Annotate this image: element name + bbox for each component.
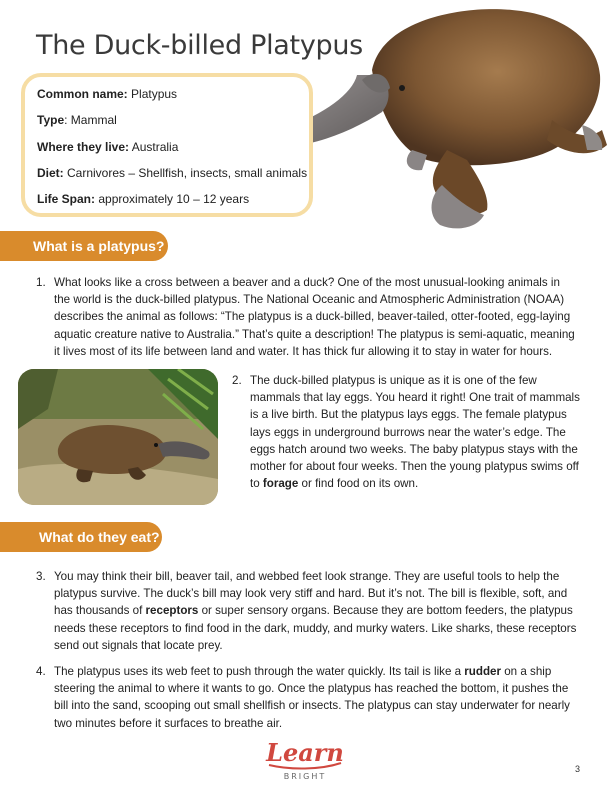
section-heading-what-is: What is a platypus? <box>0 231 168 261</box>
term-receptors: receptors <box>145 604 199 618</box>
term-forage: forage <box>262 477 299 491</box>
paragraph-3: 3. You may think their bill, beaver tail, and webbed feet look strange. They are useful tools to help the platypus survive. The duck’s bill may look very stiff and hard. But it’s not. The bill is flexible, soft, and has thousands of receptors or super sensory organs. Because they are bottom feeders, the platypus needs these receptors to find food in the dark, muddy, and murky waters. Like sharks, these receptors send out signals that locate prey. <box>36 570 577 652</box>
section-heading-what-they-eat: What do they eat? <box>0 522 162 552</box>
platypus-photo <box>262 0 612 235</box>
platypus-burrow-illustration <box>18 369 218 505</box>
paragraph-4: 4. The platypus uses its web feet to push through the water quickly. Its tail is like a rudder on a ship steering the animal to where it wants to go. Once the platypus has reached the bottom, it pushes the bill into the sand, scooping out small shellfish or insects. The platypus can stay underwater for nearly two minutes before it surfaces to breathe air. <box>36 665 570 730</box>
page-title: The Duck-billed Platypus <box>36 30 363 61</box>
fact-type: Type: Mammal <box>37 113 117 128</box>
term-rudder: rudder <box>464 665 502 678</box>
paragraph-1: 1. What looks like a cross between a beaver and a duck? One of the most unusual-looking animals in the world is the duck-billed platypus. The National Oceanic and Atmospheric Administration (NOAA) describes the animal as follows: “The platypus is a duck-billed, beaver-tailed, otter-footed, egg-laying aquatic creature native to Australia.” That’s quite a description! The platypus is semi-aquatic, meaning it lives most of its life between land and water. It has thick fur allowing it to stay in water for hours. <box>36 276 575 358</box>
fact-common-name: Common name: Platypus <box>37 87 178 101</box>
paragraph-2: 2. The duck-billed platypus is unique as it is one of the few mammals that lay eggs. You heard it right! One trait of mammals is a live birth. But the platypus lays eggs. The female platypus lays eggs in underground burrows near the water’s edge. The eggs hatch around two weeks. The baby platypus stays with the mother for about four weeks. Then the young platypus swims off to forage or find food on its own. <box>232 374 580 491</box>
fact-habitat: Where they live: Australia <box>37 139 179 154</box>
fact-lifespan: Life Span: approximately 10 – 12 years <box>37 192 250 207</box>
page-number: 3 <box>575 764 581 774</box>
logo-subword: BRIGHT <box>283 772 327 781</box>
fact-box <box>21 73 313 217</box>
learn-bright-logo <box>255 733 355 783</box>
fact-diet: Diet: Carnivores – Shellfish, insects, small animals <box>37 165 308 180</box>
logo-word: Learn <box>266 738 344 767</box>
